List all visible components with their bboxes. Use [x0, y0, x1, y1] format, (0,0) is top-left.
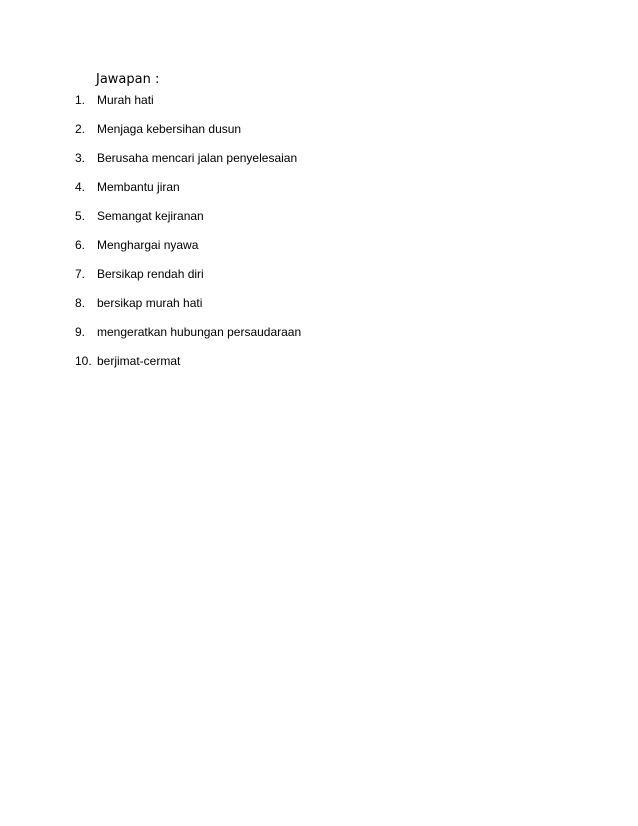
list-item [75, 121, 301, 150]
list-item-text: Bersikap rendah diri [97, 267, 204, 281]
list-item-text: Membantu jiran [97, 180, 180, 194]
list-item-text: berjimat-cermat [97, 354, 181, 368]
list-item-text: bersikap murah hati [97, 296, 203, 310]
list-item-number: 7. [75, 267, 86, 281]
list-item [75, 353, 301, 382]
list-item-number: 3. [75, 151, 86, 165]
list-item-number: 10. [75, 354, 92, 368]
list-item [75, 179, 301, 208]
list-item [75, 324, 301, 353]
list-item-text: mengeratkan hubungan persaudaraan [97, 325, 302, 339]
list-item-text: Berusaha mencari jalan penyelesaian [97, 151, 298, 165]
list-item [75, 92, 301, 121]
list-item-number: 9. [75, 325, 86, 339]
list-item [75, 237, 301, 266]
list-item-text: Menjaga kebersihan dusun [97, 122, 242, 136]
list-item-number: 5. [75, 209, 86, 223]
list-item-number: 6. [75, 238, 86, 252]
list-item-text: Menghargai nyawa [97, 238, 199, 252]
list-item [75, 266, 301, 295]
answer-heading: Jawapan : [96, 72, 160, 87]
list-item-number: 4. [75, 180, 86, 194]
list-item [75, 208, 301, 237]
list-item-number: 1. [75, 93, 86, 107]
list-item [75, 295, 301, 324]
list-item-number: 2. [75, 122, 86, 136]
list-item-number: 8. [75, 296, 86, 310]
list-item-text: Semangat kejiranan [97, 209, 204, 223]
list-item [75, 150, 301, 179]
answer-list [75, 92, 301, 382]
list-item-text: Murah hati [97, 93, 154, 107]
